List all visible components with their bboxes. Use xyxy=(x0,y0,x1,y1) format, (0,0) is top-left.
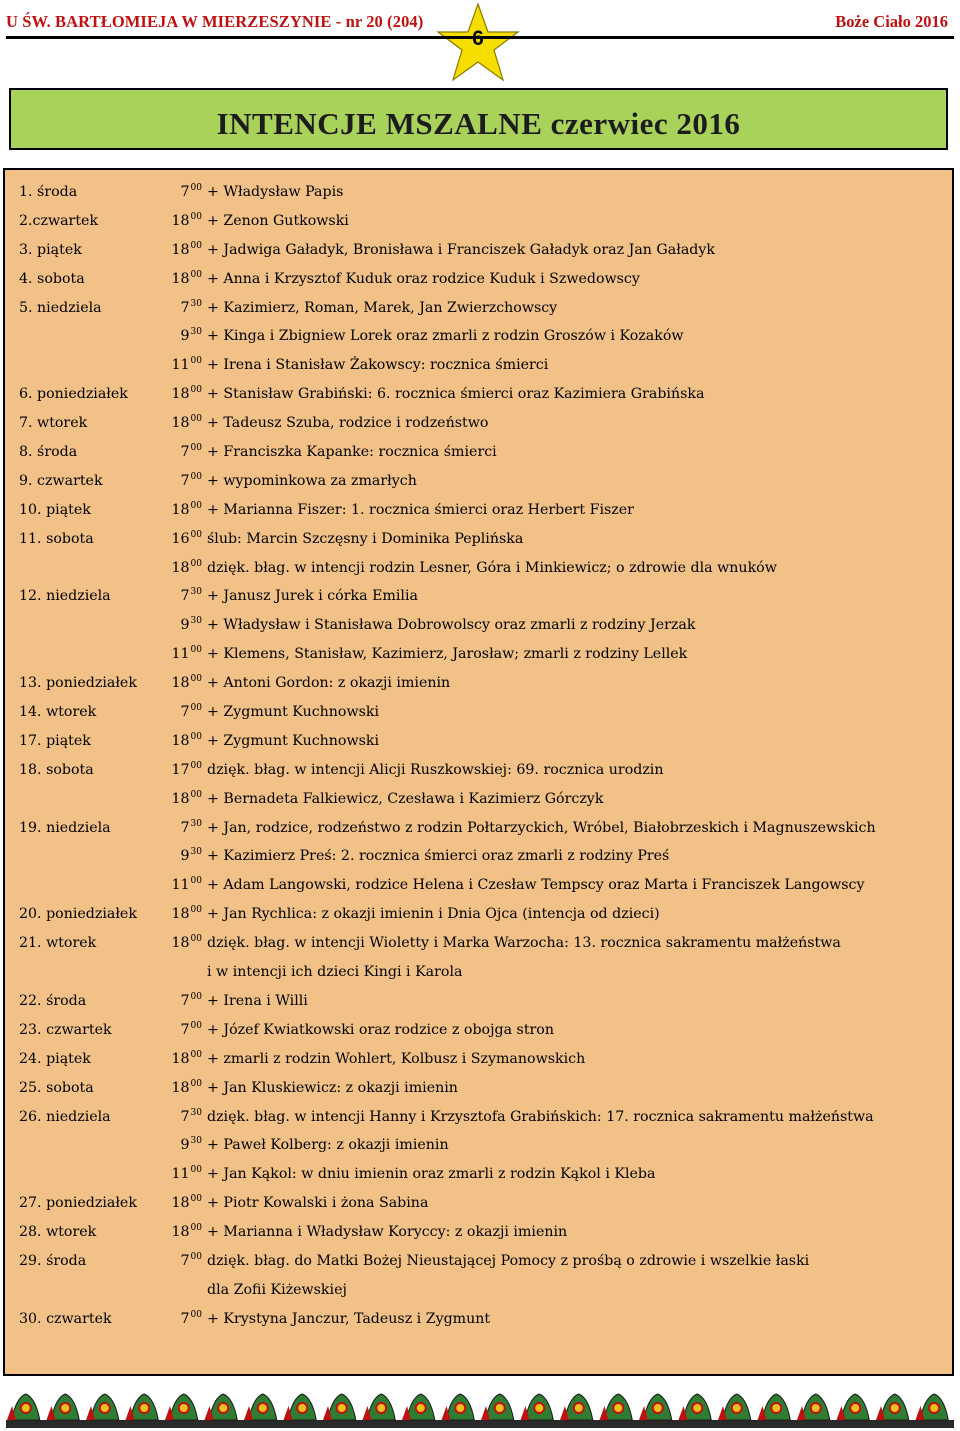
intention-time xyxy=(171,409,202,438)
time-minutes: 00 xyxy=(190,1223,202,1234)
time-minutes: 30 xyxy=(190,298,202,309)
time-minutes: 00 xyxy=(190,529,202,540)
intention-day: 13. poniedziałek xyxy=(19,675,137,692)
intention-text: i w intencji ich dzieci Kingi i Karola xyxy=(207,964,463,981)
time-minutes: 00 xyxy=(190,905,202,916)
intention-time xyxy=(171,640,202,669)
time-minutes: 00 xyxy=(190,731,202,742)
time-hour: 7 xyxy=(180,184,190,200)
time-minutes: 00 xyxy=(190,1194,202,1205)
intention-time xyxy=(181,294,202,323)
folk-motif xyxy=(717,1394,757,1428)
time-hour: 18 xyxy=(171,501,190,518)
intention-text: dzięk. błag. w intencji Alicji Ruszkowskiej: 69. rocznica urodzin xyxy=(207,761,664,778)
time-minutes: 00 xyxy=(190,1020,202,1031)
folk-motif xyxy=(283,1394,323,1428)
folk-motif xyxy=(441,1394,481,1428)
time-hour: 7 xyxy=(180,1021,190,1038)
intention-day: 18. sobota xyxy=(19,761,94,778)
time-minutes: 00 xyxy=(190,500,202,511)
time-minutes: 00 xyxy=(190,1049,202,1060)
intention-text: + Piotr Kowalski i żona Sabina xyxy=(207,1195,429,1212)
time-minutes: 00 xyxy=(190,1309,202,1320)
header-right-text: Boże Ciało 2016 xyxy=(835,12,948,31)
intention-day: 28. wtorek xyxy=(19,1224,97,1241)
intention-day: 25. sobota xyxy=(19,1079,94,1096)
intention-time xyxy=(171,785,202,814)
intention-time xyxy=(171,496,202,525)
time-minutes: 30 xyxy=(190,847,202,858)
intention-row xyxy=(5,351,952,380)
folk-motif xyxy=(757,1394,797,1428)
time-minutes: 00 xyxy=(190,443,202,454)
intention-row xyxy=(5,1131,952,1160)
intentions-panel xyxy=(3,168,954,1376)
time-minutes: 30 xyxy=(190,1136,202,1147)
intention-text: + Kazimierz, Roman, Marek, Jan Zwierzchowscy xyxy=(207,299,558,316)
time-minutes: 00 xyxy=(190,1165,202,1176)
intention-row xyxy=(5,265,952,294)
time-hour: 18 xyxy=(171,1224,190,1241)
intention-row xyxy=(5,785,952,814)
time-hour: 9 xyxy=(180,1137,190,1154)
intention-time xyxy=(201,958,202,987)
intention-text: + Marianna i Władysław Koryccy: z okazji imienin xyxy=(207,1224,568,1241)
folk-motif xyxy=(559,1394,599,1428)
intention-time xyxy=(171,236,202,265)
intention-text: + Jan, rodzice, rodzeństwo z rodzin Połtarzyckich, Wróbel, Białobrzeskich i Magnuszewskich xyxy=(207,819,876,836)
time-hour: 7 xyxy=(180,472,190,489)
time-minutes: 00 xyxy=(190,991,202,1002)
time-hour: 7 xyxy=(180,444,190,461)
intention-row xyxy=(5,1160,952,1189)
time-hour: 18 xyxy=(171,212,190,229)
intention-row xyxy=(5,1103,952,1132)
intention-day: 27. poniedziałek xyxy=(19,1195,137,1212)
folk-motif xyxy=(85,1394,125,1428)
folk-motif xyxy=(796,1394,836,1428)
intention-day: 6. poniedziałek xyxy=(19,386,128,403)
intention-time xyxy=(181,438,202,467)
intention-text: + Paweł Kolberg: z okazji imienin xyxy=(207,1137,449,1154)
time-hour: 7 xyxy=(180,588,190,605)
folk-motif xyxy=(638,1394,678,1428)
folk-motif xyxy=(401,1394,441,1428)
intention-time xyxy=(181,698,202,727)
intention-time xyxy=(181,611,202,640)
intention-day: 2.czwartek xyxy=(19,212,99,229)
intention-row xyxy=(5,1016,952,1045)
intention-row xyxy=(5,698,952,727)
folk-motif xyxy=(322,1394,362,1428)
intention-row xyxy=(5,814,952,843)
intention-text: + Władysław Papis xyxy=(207,184,344,200)
intention-time xyxy=(181,1305,202,1334)
intention-day: 30. czwartek xyxy=(19,1310,112,1327)
intention-time xyxy=(171,351,202,380)
intention-text: + Irena i Stanisław Żakowscy: rocznica śmierci xyxy=(207,357,549,374)
time-minutes: 30 xyxy=(190,327,202,338)
time-hour: 18 xyxy=(171,1079,190,1096)
intention-time xyxy=(181,814,202,843)
time-hour: 7 xyxy=(180,819,190,836)
intention-text: + Marianna Fiszer: 1. rocznica śmierci oraz Herbert Fiszer xyxy=(207,501,634,518)
decorative-border-strip xyxy=(6,1390,954,1428)
intention-text: dzięk. błag. w intencji Wioletty i Marka Warzocha: 13. rocznica sakramentu małżeństwa xyxy=(207,935,841,952)
intention-row xyxy=(5,525,952,554)
intention-text: dzięk. błag. w intencji rodzin Lesner, Góra i Minkiewicz; o zdrowie dla wnuków xyxy=(207,559,777,576)
intention-day: 23. czwartek xyxy=(19,1021,112,1038)
folk-motif xyxy=(836,1394,876,1428)
intention-text: + Jan Kąkol: w dniu imienin oraz zmarli z rodzin Kąkol i Kleba xyxy=(207,1166,656,1183)
intention-time xyxy=(171,1189,202,1218)
intention-time xyxy=(171,1160,202,1189)
intention-row xyxy=(5,438,952,467)
intention-day: 19. niedziela xyxy=(19,819,111,836)
folk-motif xyxy=(6,1394,46,1428)
intention-text: dla Zofii Kiżewskiej xyxy=(207,1281,347,1298)
intention-text: ślub: Marcin Szczęsny i Dominika Peplińska xyxy=(207,530,524,547)
intention-row xyxy=(5,611,952,640)
time-hour: 7 xyxy=(180,299,190,316)
intention-day: 9. czwartek xyxy=(19,472,103,489)
intention-text: + Janusz Jurek i córka Emilia xyxy=(207,588,418,605)
intention-text: + Krystyna Janczur, Tadeusz i Zygmunt xyxy=(207,1310,491,1327)
intentions-list xyxy=(5,178,952,1334)
time-hour: 18 xyxy=(171,790,190,807)
folk-motif xyxy=(164,1394,204,1428)
intention-day: 20. poniedziałek xyxy=(19,906,137,923)
time-hour: 18 xyxy=(171,906,190,923)
intention-day: 5. niedziela xyxy=(19,299,102,316)
intention-day: 29. środa xyxy=(19,1252,87,1269)
time-hour: 18 xyxy=(171,732,190,749)
time-hour: 18 xyxy=(171,1195,190,1212)
intention-time xyxy=(181,1016,202,1045)
intention-row xyxy=(5,1074,952,1103)
intention-row xyxy=(5,871,952,900)
time-minutes: 00 xyxy=(190,789,202,800)
intention-day: 11. sobota xyxy=(19,530,94,547)
intention-day: 1. środa xyxy=(19,184,78,200)
intention-time xyxy=(171,207,202,236)
intention-row xyxy=(5,322,952,351)
intention-day: 10. piątek xyxy=(19,501,91,518)
intention-text: + Anna i Krzysztof Kuduk oraz rodzice Kuduk i Szwedowscy xyxy=(207,270,640,287)
intention-time xyxy=(171,265,202,294)
time-minutes: 00 xyxy=(190,1251,202,1262)
intention-row xyxy=(5,756,952,785)
intention-time xyxy=(171,669,202,698)
time-minutes: 00 xyxy=(190,356,202,367)
page-title: INTENCJE MSZALNE czerwiec 2016 xyxy=(216,106,741,141)
time-hour: 18 xyxy=(171,241,190,258)
time-minutes: 00 xyxy=(190,414,202,425)
intention-time xyxy=(171,380,202,409)
intention-text: + Jan Kluskiewicz: z okazji imienin xyxy=(207,1079,458,1096)
intention-time xyxy=(181,842,202,871)
time-hour: 18 xyxy=(171,1050,190,1067)
time-minutes: 00 xyxy=(190,240,202,251)
time-minutes: 30 xyxy=(190,818,202,829)
time-minutes: 30 xyxy=(190,587,202,598)
intention-day: 24. piątek xyxy=(19,1050,91,1067)
intention-row xyxy=(5,496,952,525)
intention-text: + Jadwiga Gaładyk, Bronisława i Franciszek Gaładyk oraz Jan Gaładyk xyxy=(207,241,715,258)
intention-time xyxy=(171,554,202,583)
intention-text: + Zenon Gutkowski xyxy=(207,212,349,229)
intention-row xyxy=(5,467,952,496)
intention-row xyxy=(5,900,952,929)
intention-day: 17. piątek xyxy=(19,732,91,749)
intention-text: + Klemens, Stanisław, Kazimierz, Jarosław; zmarli z rodziny Lellek xyxy=(207,646,688,663)
folk-motif xyxy=(480,1394,520,1428)
intention-text: + Władysław i Stanisława Dobrowolscy oraz zmarli z rodziny Jerzak xyxy=(207,617,696,634)
intention-text: + Bernadeta Falkiewicz, Czesława i Kazimierz Górczyk xyxy=(207,790,604,807)
title-box xyxy=(9,88,948,150)
intention-row xyxy=(5,640,952,669)
intention-text: + Zygmunt Kuchnowski xyxy=(207,732,380,749)
time-minutes: 30 xyxy=(190,1107,202,1118)
intention-row xyxy=(5,178,952,207)
time-hour: 7 xyxy=(180,1108,190,1125)
intention-text: dzięk. błag. w intencji Hanny i Krzysztofa Grabińskich: 17. rocznica sakramentu małżeństwa xyxy=(207,1108,874,1125)
intention-time xyxy=(181,1103,202,1132)
folk-motif xyxy=(125,1394,165,1428)
time-hour: 9 xyxy=(180,328,190,345)
intention-row xyxy=(5,236,952,265)
time-minutes: 00 xyxy=(190,645,202,656)
intention-row xyxy=(5,1218,952,1247)
time-hour: 18 xyxy=(171,270,190,287)
time-minutes: 00 xyxy=(190,1078,202,1089)
time-minutes: 00 xyxy=(190,674,202,685)
time-minutes: 00 xyxy=(190,183,202,193)
intention-row xyxy=(5,842,952,871)
intention-row xyxy=(5,987,952,1016)
intention-text: + Irena i Willi xyxy=(207,992,308,1009)
time-hour: 18 xyxy=(171,386,190,403)
intention-day: 14. wtorek xyxy=(19,704,97,721)
intention-text: + Franciszka Kapanke: rocznica śmierci xyxy=(207,444,497,461)
intention-day: 21. wtorek xyxy=(19,935,97,952)
folk-motif xyxy=(46,1394,86,1428)
folk-motif xyxy=(204,1394,244,1428)
time-hour: 18 xyxy=(171,559,190,576)
time-hour: 17 xyxy=(171,761,190,778)
intention-row xyxy=(5,929,952,958)
intention-time xyxy=(171,900,202,929)
time-hour: 9 xyxy=(180,848,190,865)
time-minutes: 00 xyxy=(190,211,202,222)
time-hour: 18 xyxy=(171,415,190,432)
intention-row xyxy=(5,380,952,409)
time-hour: 18 xyxy=(171,935,190,952)
intention-day: 4. sobota xyxy=(19,270,85,287)
time-hour: 16 xyxy=(171,530,190,547)
folk-motif xyxy=(362,1394,402,1428)
intention-row xyxy=(5,207,952,236)
intention-time xyxy=(201,1276,202,1305)
folk-motif xyxy=(915,1394,955,1428)
intention-time xyxy=(171,525,202,554)
intention-row xyxy=(5,1247,952,1276)
intention-row xyxy=(5,554,952,583)
time-hour: 11 xyxy=(171,646,190,663)
intention-time xyxy=(181,1131,202,1160)
intention-row xyxy=(5,409,952,438)
time-minutes: 00 xyxy=(190,558,202,569)
intention-row xyxy=(5,294,952,323)
intention-row xyxy=(5,1189,952,1218)
intention-text: + Antoni Gordon: z okazji imienin xyxy=(207,675,451,692)
intention-text: + wypominkowa za zmarłych xyxy=(207,472,417,489)
intention-time xyxy=(181,582,202,611)
intention-text: + Jan Rychlica: z okazji imienin i Dnia Ojca (intencja od dzieci) xyxy=(207,906,660,923)
time-hour: 7 xyxy=(180,704,190,721)
intention-text: + Kinga i Zbigniew Lorek oraz zmarli z rodzin Groszów i Kozaków xyxy=(207,328,684,345)
header-left-text: U ŚW. BARTŁOMIEJA W MIERZESZYNIE - nr 20 (204) xyxy=(6,12,424,31)
time-minutes: 30 xyxy=(190,616,202,627)
intention-time xyxy=(181,987,202,1016)
intention-day: 22. środa xyxy=(19,992,87,1009)
intention-time xyxy=(181,178,202,207)
intention-time xyxy=(171,929,202,958)
intention-row xyxy=(5,1276,952,1305)
time-minutes: 00 xyxy=(190,385,202,396)
time-hour: 11 xyxy=(171,877,190,894)
intention-text: + Józef Kwiatkowski oraz rodzice z obojga stron xyxy=(207,1021,554,1038)
intention-row xyxy=(5,727,952,756)
time-minutes: 00 xyxy=(190,934,202,945)
folk-motif xyxy=(520,1394,560,1428)
folk-motif xyxy=(243,1394,283,1428)
intention-row xyxy=(5,958,952,987)
intention-row xyxy=(5,669,952,698)
intention-day: 7. wtorek xyxy=(19,415,88,432)
time-minutes: 00 xyxy=(190,760,202,771)
time-minutes: 00 xyxy=(190,471,202,482)
time-hour: 7 xyxy=(180,992,190,1009)
intention-time xyxy=(181,467,202,496)
time-hour: 11 xyxy=(171,357,190,374)
time-hour: 9 xyxy=(180,617,190,634)
time-hour: 7 xyxy=(180,1252,190,1269)
time-minutes: 00 xyxy=(190,269,202,280)
time-hour: 11 xyxy=(171,1166,190,1183)
page-number xyxy=(436,27,520,51)
folk-motif xyxy=(678,1394,718,1428)
intention-time xyxy=(171,1218,202,1247)
folk-motif xyxy=(875,1394,915,1428)
intention-day: 26. niedziela xyxy=(19,1108,111,1125)
intention-time xyxy=(181,322,202,351)
intention-text: + Tadeusz Szuba, rodzice i rodzeństwo xyxy=(207,415,489,432)
intention-time xyxy=(171,756,202,785)
intention-row xyxy=(5,1045,952,1074)
intention-text: + Stanisław Grabiński: 6. rocznica śmierci oraz Kazimiera Grabińska xyxy=(207,386,705,403)
intention-text: dzięk. błag. do Matki Bożej Nieustającej Pomocy z prośbą o zdrowie i wszelkie łaski xyxy=(207,1252,810,1269)
time-minutes: 00 xyxy=(190,703,202,714)
intention-row xyxy=(5,1305,952,1334)
intention-text: + Kazimierz Preś: 2. rocznica śmierci oraz zmarli z rodziny Preś xyxy=(207,848,670,865)
intention-text: + zmarli z rodzin Wohlert, Kolbusz i Szymanowskich xyxy=(207,1050,586,1067)
intention-text: + Zygmunt Kuchnowski xyxy=(207,704,380,721)
time-hour: 18 xyxy=(171,675,190,692)
intention-time xyxy=(181,1247,202,1276)
intention-time xyxy=(171,871,202,900)
header-rule xyxy=(6,36,954,39)
intention-day: 12. niedziela xyxy=(19,588,111,605)
folk-motif xyxy=(599,1394,639,1428)
intention-text: + Adam Langowski, rodzice Helena i Czesław Tempscy oraz Marta i Franciszek Langowscy xyxy=(207,877,865,894)
time-hour: 7 xyxy=(180,1310,190,1327)
intention-time xyxy=(171,1074,202,1103)
time-minutes: 00 xyxy=(190,876,202,887)
intention-day: 8. środa xyxy=(19,444,78,461)
intention-row xyxy=(5,582,952,611)
intention-day: 3. piątek xyxy=(19,241,82,258)
intention-time xyxy=(171,1045,202,1074)
intention-time xyxy=(171,727,202,756)
